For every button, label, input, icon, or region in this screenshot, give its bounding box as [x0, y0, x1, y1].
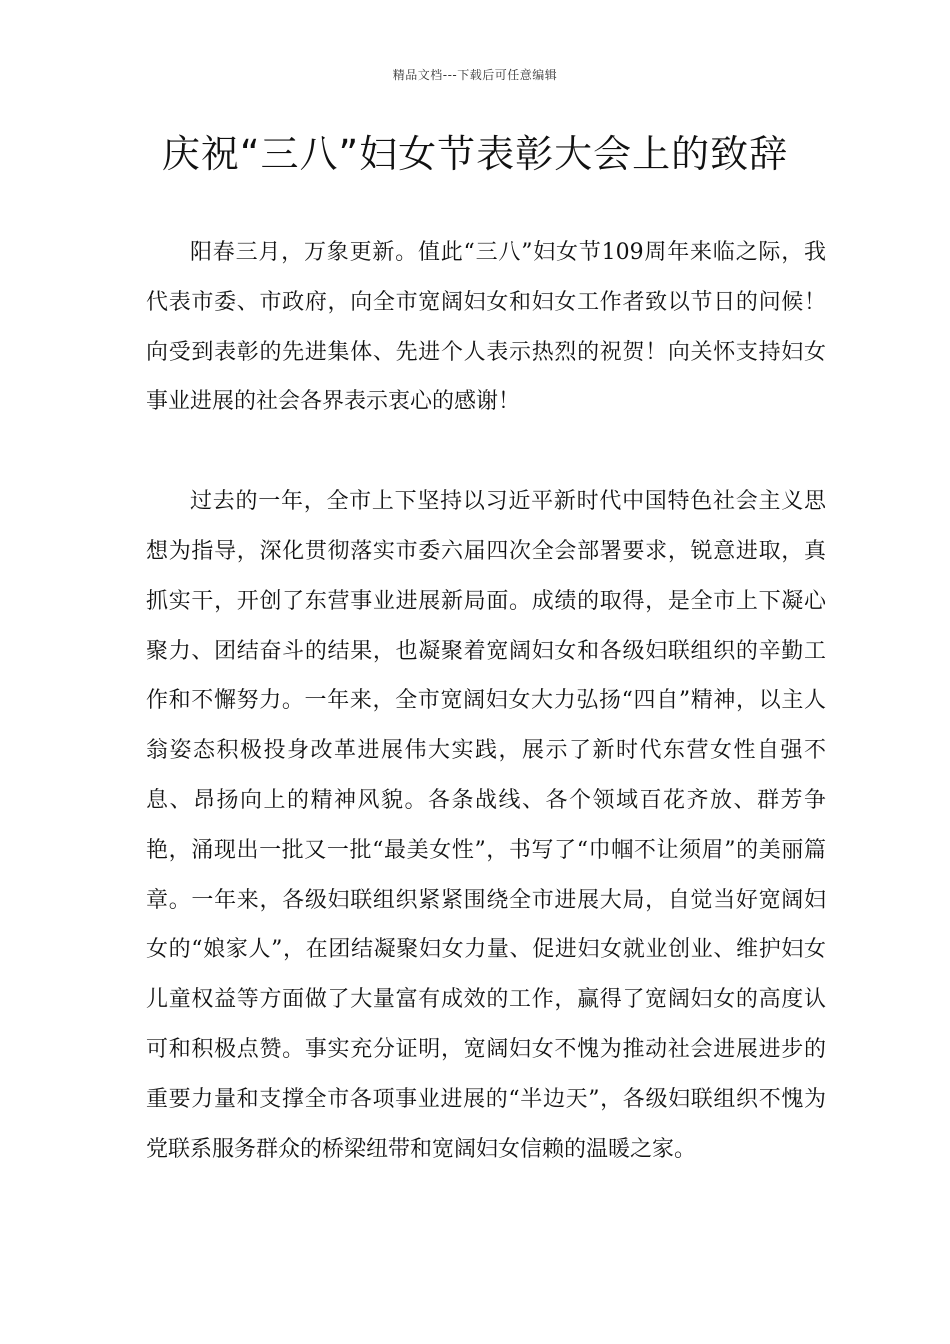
document-title: 庆祝“三八”妇女节表彰大会上的致辞 — [161, 132, 789, 176]
paragraph-1: 阳春三月，万象更新。值此“三八”妇女节109周年来临之际，我代表市委、市政府，向全市宽阔妇女和妇女工作者致以节日的问候！向受到表彰的先进集体、先进个人表示热烈的祝贺！向关怀支持妇女事业进展的社会各界表示衷心的感谢！ — [146, 240, 826, 415]
paragraph-2: 过去的一年，全市上下坚持以习近平新时代中国特色社会主义思想为指导，深化贯彻落实市委六届四次全会部署要求，锐意进取，真抓实干，开创了东营事业进展新局面。成绩的取得，是全市上下凝心聚力、团结奋斗的结果，也凝聚着宽阔妇女和各级妇联组织的辛勤工作和不懈努力。一年来，全市宽阔妇女大力弘扬“四自”精神，以主人翁姿态积极投身改革进展伟大实践，展示了新时代东营女性自强不息、昂扬向上的精神风貌。各条战线、各个领域百花齐放、群芳争艳，涌现出一批又一批“最美女性”，书写了“巾帼不让须眉”的美丽篇章。一年来，各级妇联组织紧紧围绕全市进展大局，自觉当好宽阔妇女的“娘家人”，在团结凝聚妇女力量、促进妇女就业创业、维护妇女儿童权益等方面做了大量富有成效的工作，赢得了宽阔妇女的高度认可和积极点赞。事实充分证明，宽阔妇女不愧为推动社会进展进步的重要力量和支撑全市各项事业进展的“半边天”，各级妇联组织不愧为党联系服务群众的桥梁纽带和宽阔妇女信赖的温暖之家。 — [146, 489, 826, 1162]
header-note: 精品文档---下载后可任意编辑 — [392, 68, 558, 82]
document-body — [146, 228, 826, 1224]
